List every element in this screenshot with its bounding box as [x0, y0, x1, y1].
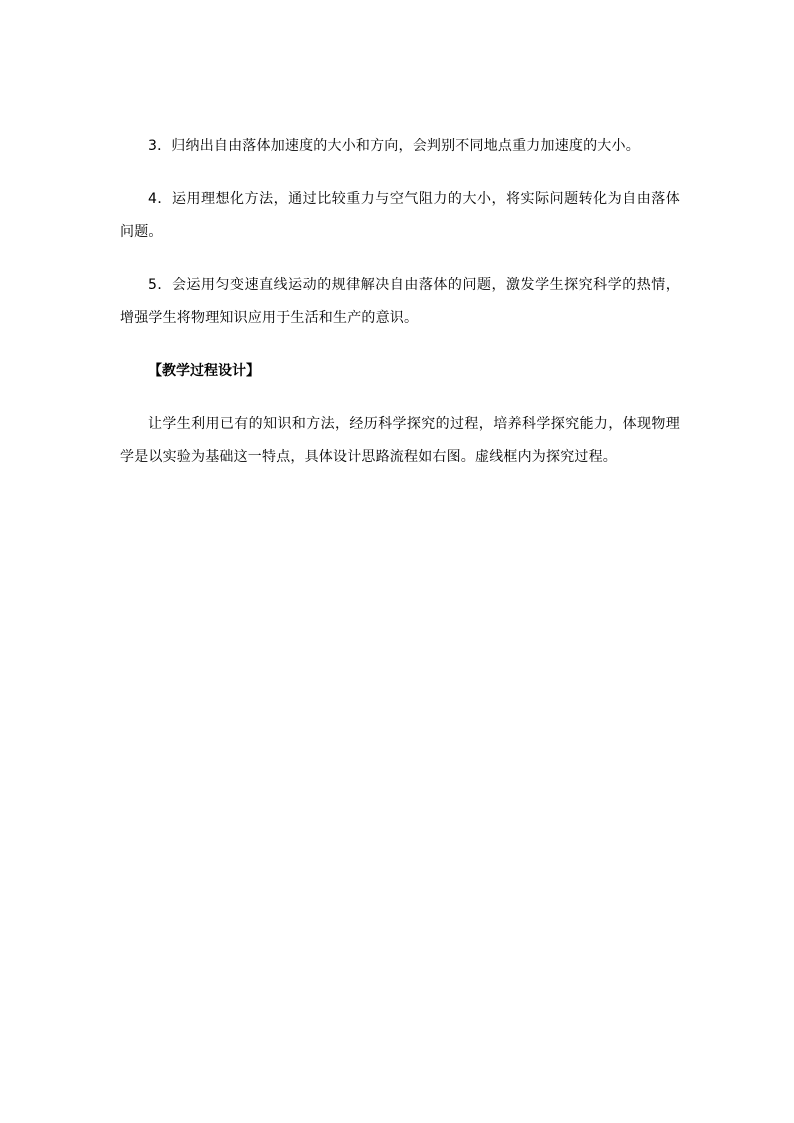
document-content [120, 130, 680, 474]
objective-4-paragraph: 4．运用理想化方法，通过比较重力与空气阻力的大小，将实际问题转化为自由落体问题。 [120, 191, 680, 240]
objective-5-paragraph: 5．会运用匀变速直线运动的规律解决自由落体的问题，激发学生探究科学的热情，增强学生将物理知识应用于生活和生产的意识。 [120, 277, 680, 326]
section-heading: 【教学过程设计】 [148, 363, 260, 379]
section-body-paragraph: 让学生利用已有的知识和方法，经历科学探究的过程，培养科学探究能力，体现物理学是以实验为基础这一特点，具体设计思路流程如右图。虚线框内为探究过程。 [120, 416, 680, 465]
objective-3-paragraph: 3．归纳出自由落体加速度的大小和方向，会判别不同地点重力加速度的大小。 [148, 138, 640, 154]
